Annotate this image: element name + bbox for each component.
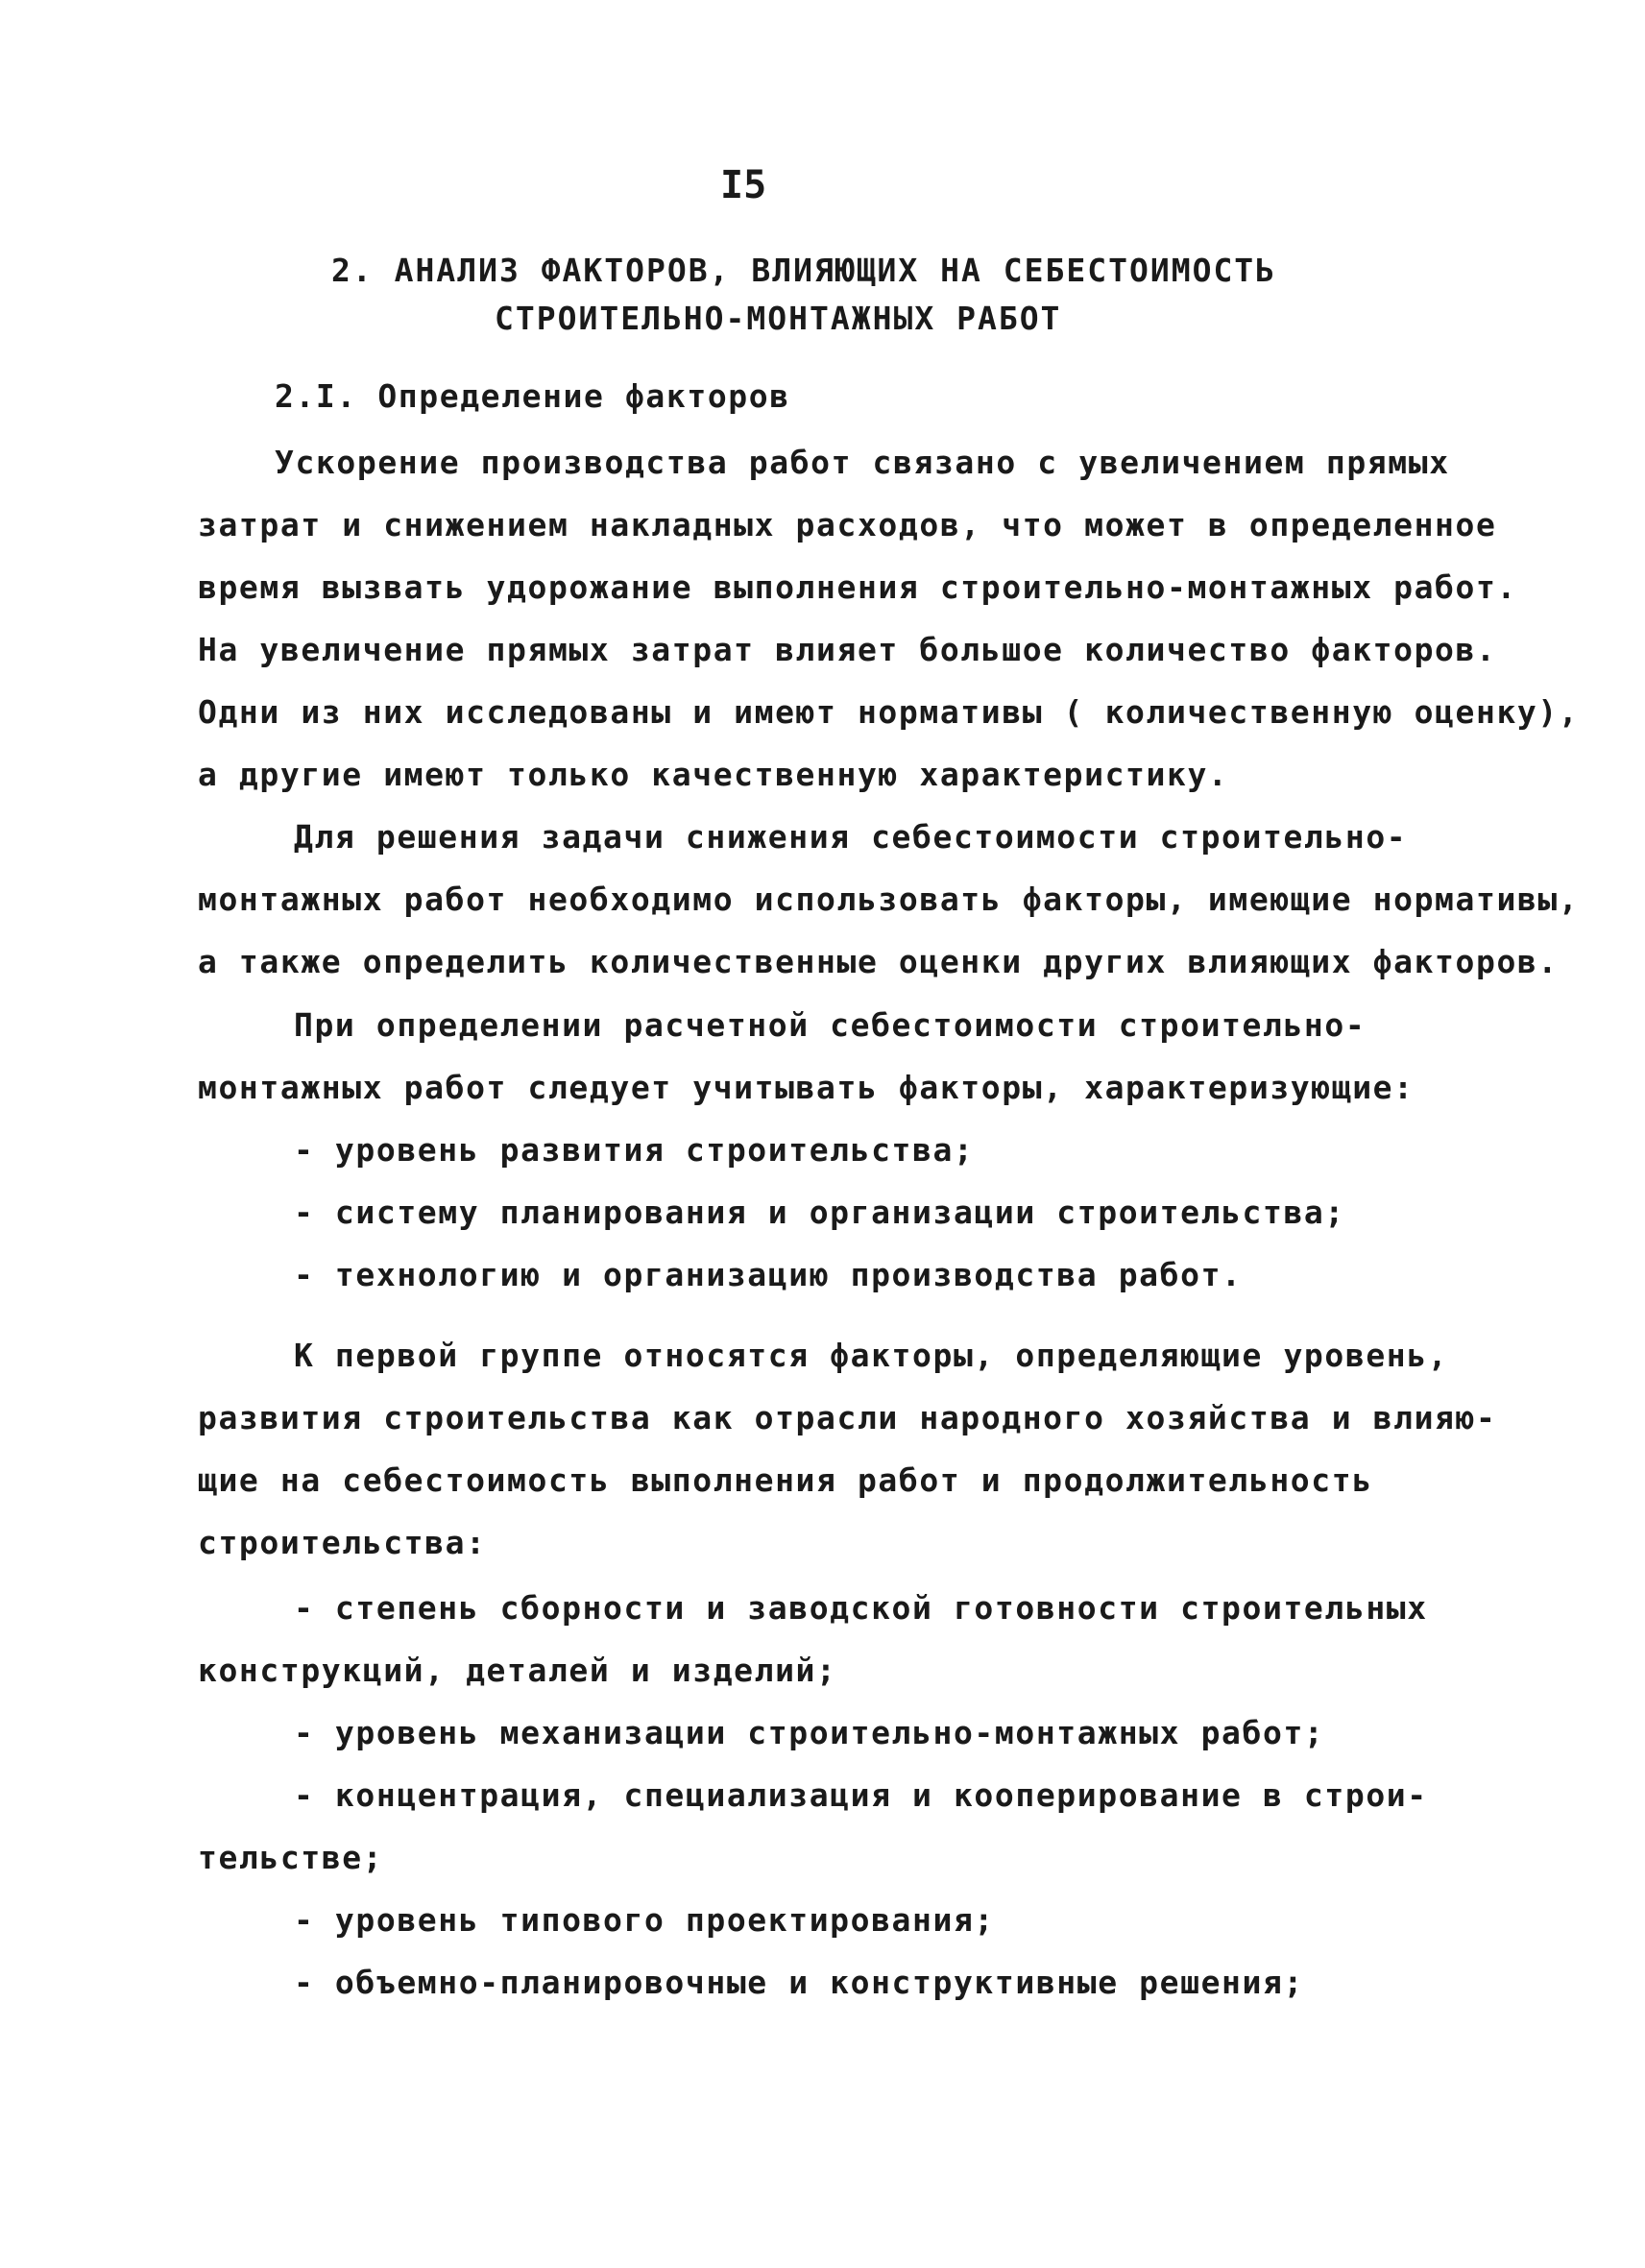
section-title-line-1: 2. АНАЛИЗ ФАКТОРОВ, ВЛИЯЮЩИХ НА СЕБЕСТОИМОСТЬ: [331, 252, 1277, 289]
list-item: - уровень развития строительства;: [294, 1131, 975, 1169]
paragraph-line: время вызвать удорожание выполнения строительно-монтажных работ.: [198, 568, 1517, 606]
paragraph-line: монтажных работ необходимо использовать факторы, имеющие нормативы,: [198, 881, 1580, 918]
paragraph-line: Одни из них исследованы и имеют нормативы ( количественную оценку),: [198, 693, 1580, 731]
paragraph-line: щие на себестоимость выполнения работ и продолжительность: [198, 1461, 1373, 1499]
paragraph-line: а другие имеют только качественную характеристику.: [198, 756, 1229, 793]
paragraph-line: затрат и снижением накладных расходов, что может в определенное: [198, 506, 1497, 543]
paragraph-line: На увеличение прямых затрат влияет большое количество факторов.: [198, 631, 1497, 668]
list-item: - технологию и организацию производства работ.: [294, 1256, 1243, 1293]
list-item: - уровень механизации строительно-монтажных работ;: [294, 1714, 1325, 1751]
paragraph-line: монтажных работ следует учитывать факторы, характеризующие:: [198, 1069, 1415, 1106]
paragraph-line: Для решения задачи снижения себестоимости строительно-: [294, 818, 1408, 856]
paragraph-line: При определении расчетной себестоимости строительно-: [294, 1006, 1367, 1044]
section-title-line-2: СТРОИТЕЛЬНО-МОНТАЖНЫХ РАБОТ: [495, 300, 1062, 337]
paragraph-line: Ускорение производства работ связано с увеличением прямых: [275, 444, 1450, 481]
list-item: - систему планирования и организации строительства;: [294, 1194, 1345, 1231]
list-item: - степень сборности и заводской готовности строительных: [294, 1589, 1428, 1627]
paragraph-line: развития строительства как отрасли народного хозяйства и влияю-: [198, 1399, 1497, 1436]
paragraph-line: строительства:: [198, 1524, 487, 1561]
paragraph-line: К первой группе относятся факторы, определяющие уровень,: [294, 1337, 1449, 1374]
list-item: - концентрация, специализация и кооперирование в строи-: [294, 1776, 1428, 1814]
subsection-title: 2.I. Определение факторов: [275, 377, 790, 415]
list-item: - уровень типового проектирования;: [294, 1901, 995, 1939]
page-number: I5: [720, 163, 767, 207]
list-item: конструкций, деталей и изделий;: [198, 1652, 837, 1689]
list-item: тельстве;: [198, 1839, 384, 1876]
list-item: - объемно-планировочные и конструктивные решения;: [294, 1964, 1304, 2001]
paragraph-line: а также определить количественные оценки других влияющих факторов.: [198, 943, 1559, 980]
